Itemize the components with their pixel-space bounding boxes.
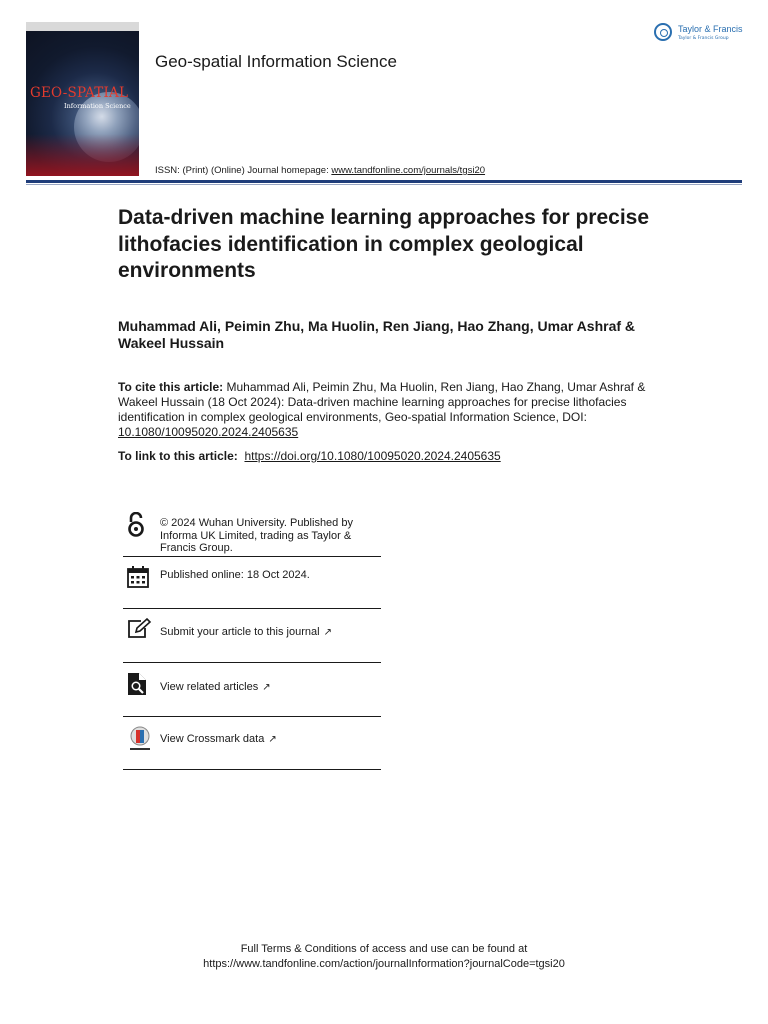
issn-label: ISSN: (Print) (Online) Journal homepage: (155, 165, 332, 176)
header-divider (26, 180, 742, 183)
citation-block (118, 380, 663, 440)
submit-article-label: Submit your article to this journal (160, 626, 320, 638)
cover-title: GEO-SPATIAL (30, 85, 129, 101)
published-date-text: Published online: 18 Oct 2024. (160, 569, 310, 581)
calendar-icon (126, 565, 150, 589)
article-link-label: To link to this article: (118, 449, 238, 463)
article-authors: Muhammad Ali, Peimin Zhu, Ma Huolin, Ren Jiang, Hao Zhang, Umar Ashraf & Wakeel Hussain (118, 318, 636, 351)
footer-line-1: Full Terms & Conditions of access and use can be found at (240, 943, 528, 955)
crossmark-row[interactable] (123, 717, 381, 770)
article-title: Data-driven machine learning approaches for precise lithofacies identification in complex geological environments (118, 206, 650, 282)
publisher-logo[interactable] (654, 22, 746, 46)
crossmark-icon (127, 726, 153, 752)
cover-red-band (26, 134, 139, 176)
related-row[interactable] (123, 663, 381, 717)
citation-label: To cite this article: (118, 380, 224, 394)
journal-cover-image (26, 22, 139, 176)
crossmark-label: View Crossmark data (160, 733, 265, 745)
header-divider-thin (26, 184, 742, 185)
footer-terms-url[interactable]: https://www.tandfonline.com/action/journalInformation?journalCode=tgsi20 (203, 958, 565, 970)
crossmark-link[interactable] (160, 733, 277, 747)
cover-subtitle: Information Science (64, 102, 131, 110)
published-row (123, 557, 381, 609)
related-articles-link[interactable] (160, 681, 271, 695)
citation-text: Muhammad Ali, Peimin Zhu, Ma Huolin, Ren Jiang, Hao Zhang, Umar Ashraf & Wakeel Hussain (18 Oct 2024): Data-driven machine learning approaches for precise lithofacies identification in complex geological environments, Geo-spatial Information Science, DOI: (118, 380, 646, 424)
journal-homepage-link[interactable]: www.tandfonline.com/journals/tgsi20 (331, 165, 486, 176)
taylor-francis-icon (654, 23, 672, 41)
article-info-panel (123, 508, 381, 770)
citation-doi-link[interactable]: 10.1080/10095020.2024.2405635 (118, 425, 299, 439)
publisher-group: Taylor & Francis Group (678, 36, 729, 41)
related-articles-label: View related articles (160, 681, 259, 693)
issn-line (155, 165, 485, 176)
article-link-line (118, 449, 501, 463)
submit-row[interactable] (123, 609, 381, 663)
related-articles-icon (126, 671, 148, 697)
copyright-text: © 2024 Wuhan University. Published by Informa UK Limited, trading as Taylor & Francis Group. (160, 517, 353, 554)
open-access-icon (126, 512, 146, 538)
open-access-row (123, 508, 381, 557)
article-doi-link[interactable]: https://doi.org/10.1080/10095020.2024.2405635 (244, 449, 501, 463)
external-link-icon: ↗ (262, 682, 271, 693)
submit-article-link[interactable] (160, 626, 332, 640)
publisher-name: Taylor & Francis (678, 24, 743, 34)
external-link-icon: ↗ (323, 627, 332, 638)
external-link-icon: ↗ (268, 734, 277, 745)
journal-title: Geo-spatial Information Science (155, 52, 397, 71)
cover-top-band (26, 22, 139, 31)
footer-terms (0, 942, 768, 972)
edit-icon (126, 618, 152, 640)
